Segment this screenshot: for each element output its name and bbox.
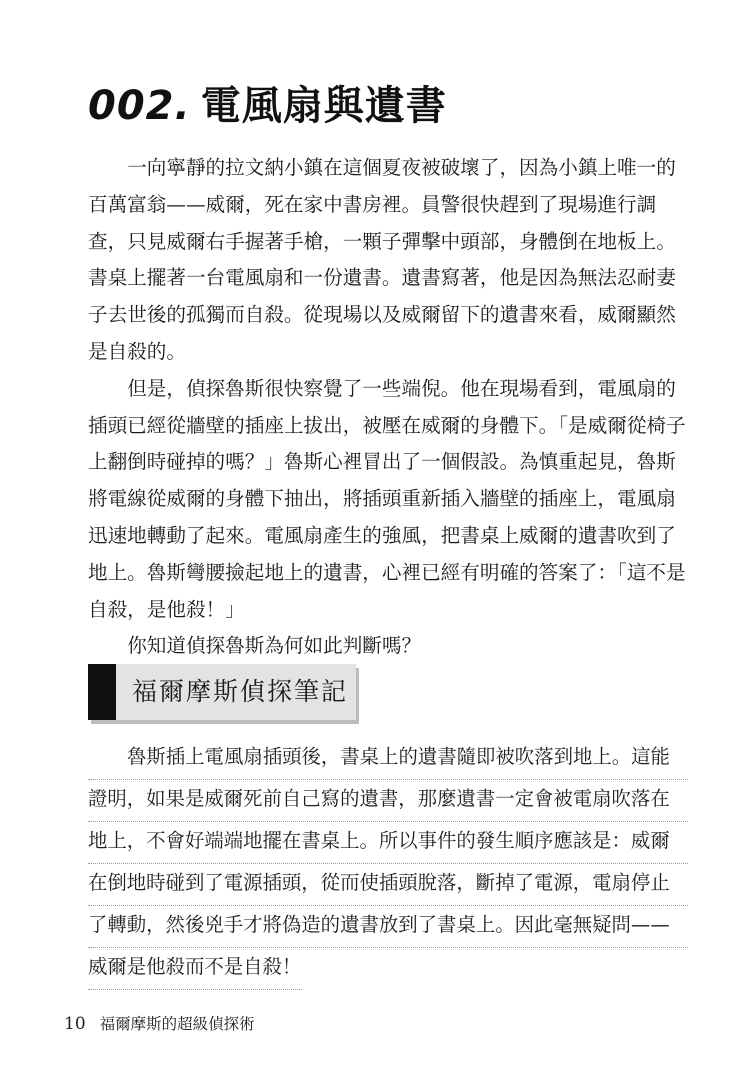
story-paragraph-1: 一向寧靜的拉文納小鎮在這個夏夜被破壞了，因為小鎮上唯一的百萬富翁——威爾，死在家中書房裡。員警很快趕到了現場進行調查，只見威爾右手握著手槍，一顆子彈擊中頭部，身體倒在地板上。書桌上擺著一台電風扇和一份遺書。遺書寫著，他是因為無法忍耐妻子去世後的孤獨而自殺。從現場以及威爾留下的遺書來看，威爾顯然是自殺的。	[88, 156, 676, 363]
heading-accent-bar	[88, 664, 116, 720]
note-line: 在倒地時碰到了電源插頭，從而使插頭脫落，斷掉了電源，電扇停止	[88, 864, 688, 906]
story-paragraph-3: 你知道偵探魯斯為何如此判斷嗎？	[127, 634, 422, 658]
story-text	[88, 150, 688, 665]
note-line: 地上，不會好端端地擺在書桌上。所以事件的發生順序應該是：威爾	[88, 822, 688, 864]
detective-notes-body	[88, 738, 688, 990]
note-line: 了轉動，然後兇手才將偽造的遺書放到了書桌上。因此毫無疑問——	[88, 906, 688, 948]
note-line: 證明，如果是威爾死前自己寫的遺書，那麼遺書一定會被電扇吹落在	[88, 780, 688, 822]
chapter-title-text: 電風扇與遺書	[200, 83, 447, 129]
note-line: 威爾是他殺而不是自殺！	[88, 948, 302, 990]
page-footer	[64, 1012, 255, 1034]
detective-notes-heading-label: 福爾摩斯偵探筆記	[132, 677, 349, 706]
chapter-title	[88, 78, 447, 134]
page-number: 10	[64, 1014, 86, 1034]
detective-notes-heading	[88, 664, 356, 720]
story-paragraph-2: 但是，偵探魯斯很快察覺了一些端倪。他在現場看到，電風扇的插頭已經從牆壁的插座上拔出，被壓在威爾的身體下。「是威爾從椅子上翻倒時碰掉的嗎？」魯斯心裡冒出了一個假設。為慎重起見，魯斯將電線從威爾的身體下抽出，將插頭重新插入牆壁的插座上，電風扇迅速地轉動了起來。電風扇產生的強風，把書桌上威爾的遺書吹到了地上。魯斯彎腰撿起地上的遺書，心裡已經有明確的答案了：「這不是自殺，是他殺！」	[88, 376, 686, 621]
running-book-title: 福爾摩斯的超級偵探術	[99, 1015, 255, 1033]
note-line: 魯斯插上電風扇插頭後，書桌上的遺書隨即被吹落到地上。這能	[88, 738, 688, 780]
chapter-number: 002.	[88, 83, 191, 129]
